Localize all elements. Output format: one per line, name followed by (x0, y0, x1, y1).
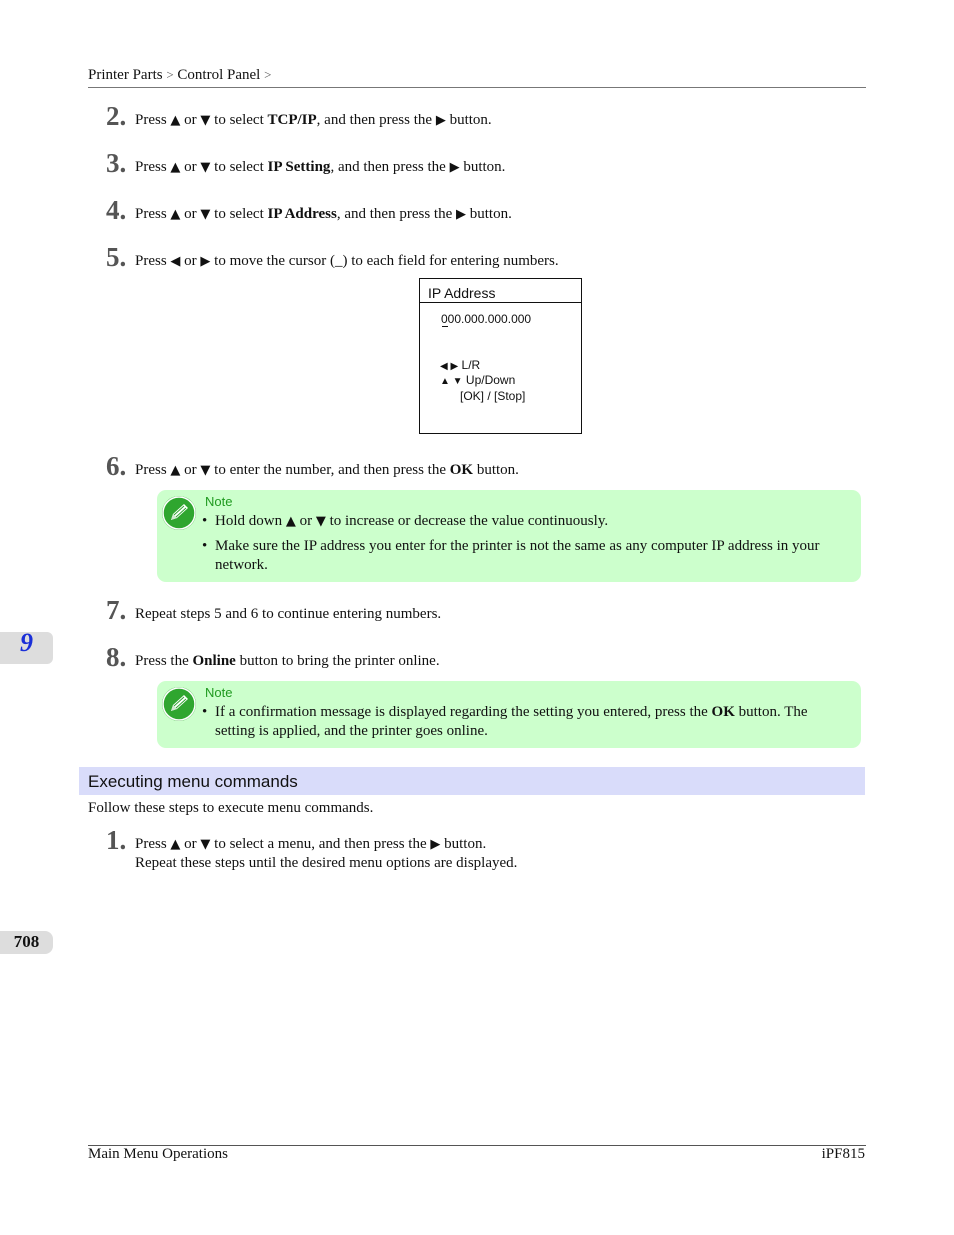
step-4-text: Press ▲ or ▼ to select IP Address, and then press the ▶ button. (135, 206, 512, 222)
chapter-number: 9 (20, 628, 33, 657)
breadcrumb-separator: > (166, 67, 174, 82)
down-arrow-icon: ▼ (200, 837, 211, 852)
note-pencil-icon (162, 496, 196, 530)
note-item: • Hold down ▲ or ▼ to increase or decrease the value continuously. (202, 513, 609, 529)
down-arrow-icon: ▼ (200, 463, 211, 478)
breadcrumb (88, 67, 271, 84)
step-1-detail: Repeat these steps until the desired menu options are displayed. (135, 855, 518, 871)
up-arrow-icon: ▲ (170, 113, 181, 128)
step-6-text: Press ▲ or ▼ to enter the number, and then press the OK button. (135, 462, 519, 478)
down-arrow-icon: ▼ (200, 113, 211, 128)
down-arrow-icon: ▼ (200, 207, 211, 222)
breadcrumb-control-panel[interactable]: Control Panel (177, 67, 261, 83)
note-item: • If a confirmation message is displayed regarding the setting you entered, press the OK button. The setting is applied, and the printer goes online. (202, 704, 808, 739)
up-arrow-icon: ▲ (170, 837, 181, 852)
up-down-arrows-icon: ▲ ▼ (440, 376, 463, 387)
footer-chapter-title: Main Menu Operations (88, 1146, 228, 1162)
footer-model-name: iPF815 (821, 1146, 865, 1162)
note-label: Note (205, 685, 233, 700)
breadcrumb-separator: > (264, 67, 272, 82)
right-arrow-icon: ▶ (435, 113, 446, 128)
step-number: 6. (106, 451, 127, 481)
note-item: • Make sure the IP address you enter for the printer is not the same as any computer IP address in your network. (202, 538, 820, 573)
step-number: 7. (106, 595, 127, 625)
step-2-text: Press ▲ or ▼ to select TCP/IP, and then press the ▶ button. (135, 112, 492, 128)
lcd-ok-stop-hint: [OK] / [Stop] (460, 389, 526, 403)
note-label: Note (205, 494, 233, 509)
down-arrow-icon: ▼ (315, 514, 326, 529)
left-arrow-icon: ◀ (170, 254, 181, 269)
step-5-text: Press ◀ or ▶ to move the cursor (_) to each field for entering numbers. (135, 253, 559, 269)
cursor-underline (442, 326, 448, 327)
right-arrow-icon: ▶ (455, 207, 466, 222)
right-arrow-icon: ▶ (200, 254, 211, 269)
up-arrow-icon: ▲ (170, 463, 181, 478)
lcd-title: IP Address (420, 279, 581, 303)
note-pencil-icon (162, 687, 196, 721)
step-number: 3. (106, 148, 127, 178)
note-box (157, 490, 861, 582)
up-arrow-icon: ▲ (285, 514, 296, 529)
step-1-text: Press ▲ or ▼ to select a menu, and then press the ▶ button. (135, 836, 487, 852)
down-arrow-icon: ▼ (200, 160, 211, 175)
left-right-arrows-icon: ◀ ▶ (440, 361, 459, 372)
header-divider (88, 87, 866, 88)
section-title: Executing menu commands (88, 772, 298, 791)
step-number: 1. (106, 825, 127, 855)
section-intro: Follow these steps to execute menu commands. (88, 800, 374, 816)
step-7-text: Repeat steps 5 and 6 to continue entering numbers. (135, 606, 442, 622)
up-arrow-icon: ▲ (170, 207, 181, 222)
lcd-display (419, 278, 582, 434)
right-arrow-icon: ▶ (430, 837, 441, 852)
step-number: 4. (106, 195, 127, 225)
up-arrow-icon: ▲ (170, 160, 181, 175)
step-number: 2. (106, 101, 127, 131)
lcd-ud-hint: ▲ ▼ Up/Down (440, 373, 516, 387)
step-number: 5. (106, 242, 127, 272)
lcd-lr-hint: ◀ ▶ L/R (440, 358, 481, 372)
step-8-text: Press the Online button to bring the printer online. (135, 653, 440, 669)
note-box (157, 681, 861, 748)
page-number: 708 (13, 932, 40, 951)
breadcrumb-printer-parts[interactable]: Printer Parts (88, 67, 163, 83)
lcd-ip-value: 000.000.000.000 (441, 312, 532, 326)
right-arrow-icon: ▶ (449, 160, 460, 175)
step-number: 8. (106, 642, 127, 672)
step-3-text: Press ▲ or ▼ to select IP Setting, and then press the ▶ button. (135, 159, 506, 175)
